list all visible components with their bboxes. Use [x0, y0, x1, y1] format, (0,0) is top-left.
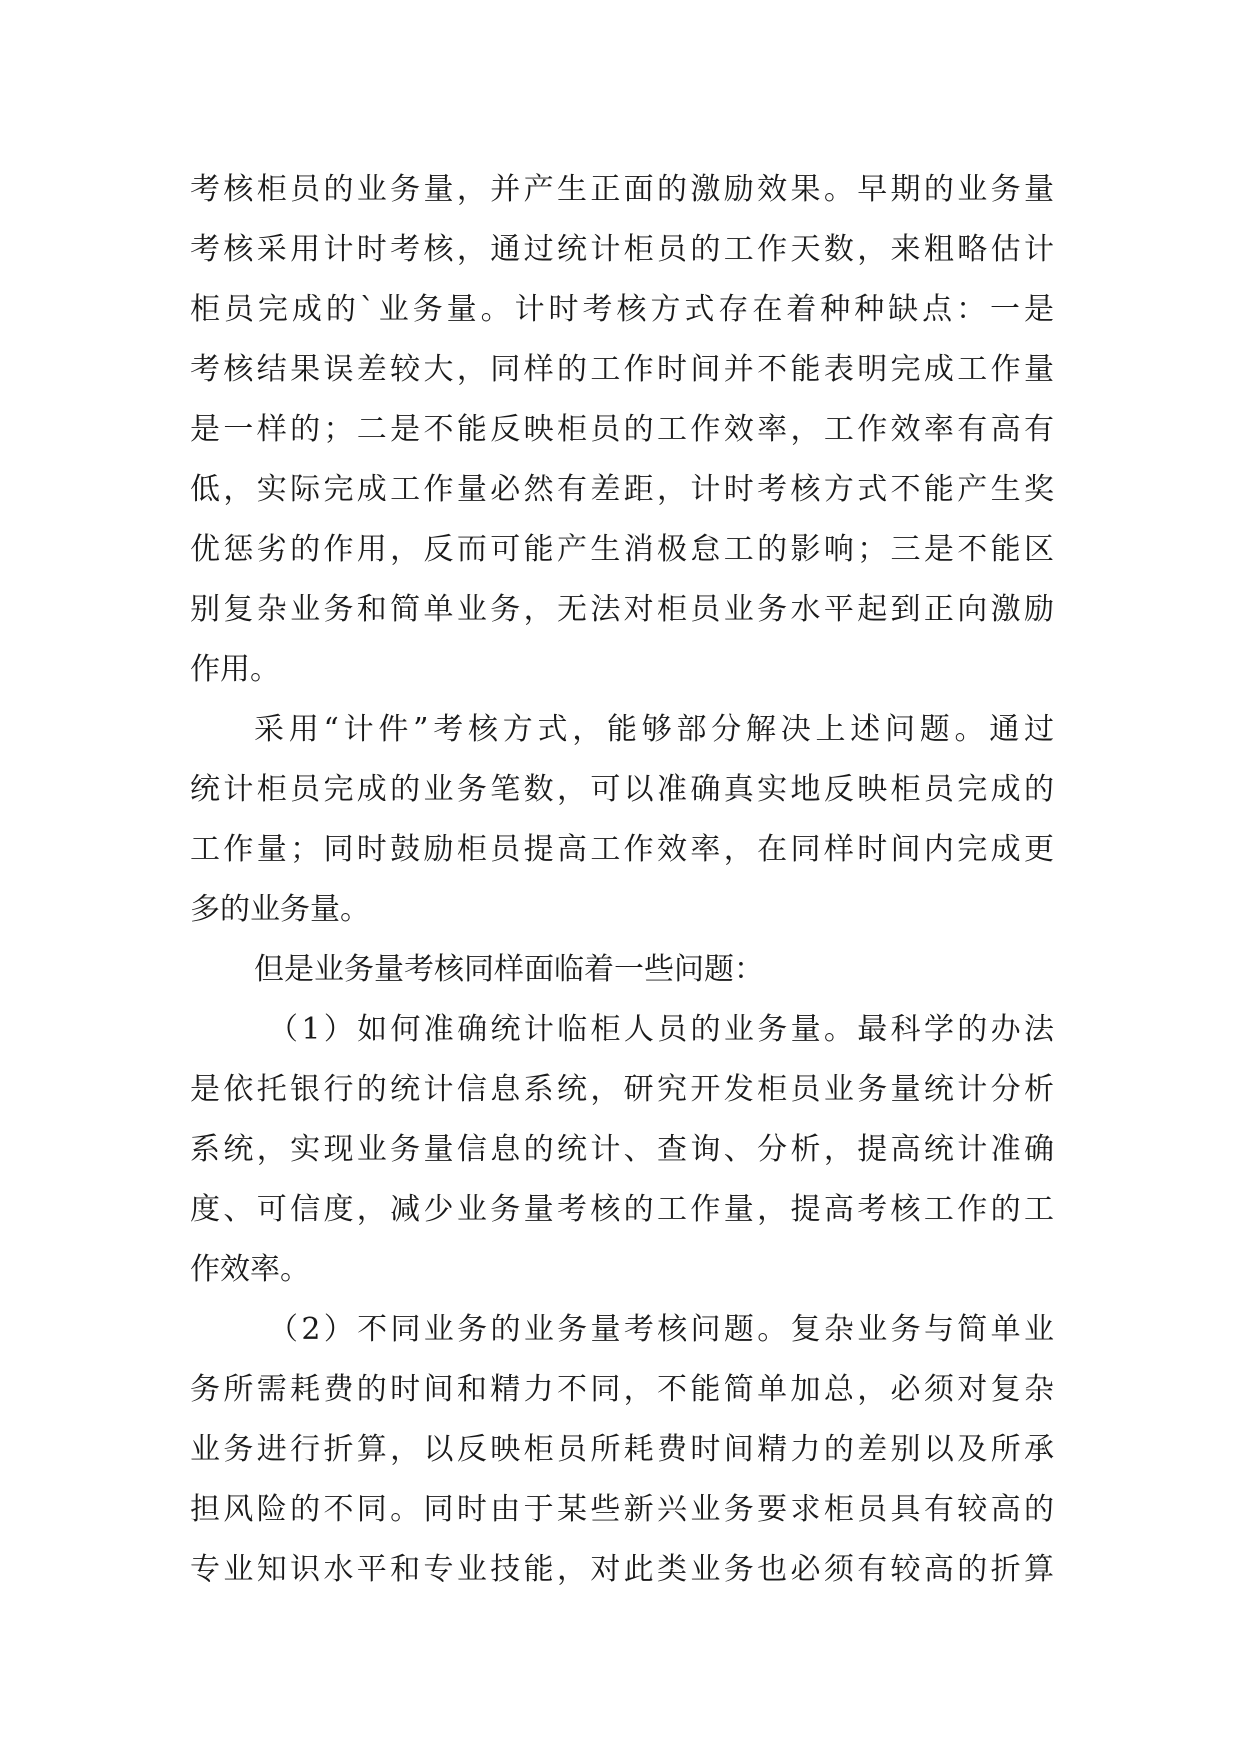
- paragraph-start-line: 采用“计件”考核方式，能够部分解决上述问题。通过: [254, 712, 1054, 747]
- text-line: 是一样的；二是不能反映柜员的工作效率，工作效率有高有: [190, 412, 1054, 447]
- text-line: 柜员完成的`业务量。计时考核方式存在着种种缺点：一是: [190, 292, 1054, 327]
- text-line: 优惩劣的作用，反而可能产生消极怠工的影响；三是不能区: [190, 532, 1054, 567]
- list-item-line: （2）不同业务的业务量考核问题。复杂业务与简单业: [268, 1312, 1054, 1347]
- text-line: 考核结果误差较大，同样的工作时间并不能表明完成工作量: [190, 352, 1054, 387]
- text-line: 担风险的不同。同时由于某些新兴业务要求柜员具有较高的: [190, 1492, 1054, 1527]
- text-line: 专业知识水平和专业技能，对此类业务也必须有较高的折算: [190, 1552, 1054, 1587]
- text-line: 作用。: [190, 652, 280, 687]
- list-item-line: （1）如何准确统计临柜人员的业务量。最科学的办法: [268, 1012, 1054, 1047]
- text-line: 低，实际完成工作量必然有差距，计时考核方式不能产生奖: [190, 472, 1054, 507]
- text-line: 系统，实现业务量信息的统计、查询、分析，提高统计准确: [190, 1132, 1054, 1167]
- text-line: 工作量；同时鼓励柜员提高工作效率，在同样时间内完成更: [190, 832, 1054, 867]
- text-line: 考核柜员的业务量，并产生正面的激励效果。早期的业务量: [190, 172, 1054, 207]
- paragraph-start-line: 但是业务量考核同样面临着一些问题：: [254, 952, 764, 987]
- text-line: 统计柜员完成的业务笔数，可以准确真实地反映柜员完成的: [190, 772, 1054, 807]
- text-line: 业务进行折算，以反映柜员所耗费时间精力的差别以及所承: [190, 1432, 1054, 1467]
- text-line: 度、可信度，减少业务量考核的工作量，提高考核工作的工: [190, 1192, 1054, 1227]
- text-line: 考核采用计时考核，通过统计柜员的工作天数，来粗略估计: [190, 232, 1054, 267]
- text-line: 作效率。: [190, 1252, 310, 1287]
- text-line: 务所需耗费的时间和精力不同，不能简单加总，必须对复杂: [190, 1372, 1054, 1407]
- body-text: [190, 160, 1054, 1600]
- text-line: 是依托银行的统计信息系统，研究开发柜员业务量统计分析: [190, 1072, 1054, 1107]
- text-line: 别复杂业务和简单业务，无法对柜员业务水平起到正向激励: [190, 592, 1054, 627]
- text-line: 多的业务量。: [190, 892, 370, 927]
